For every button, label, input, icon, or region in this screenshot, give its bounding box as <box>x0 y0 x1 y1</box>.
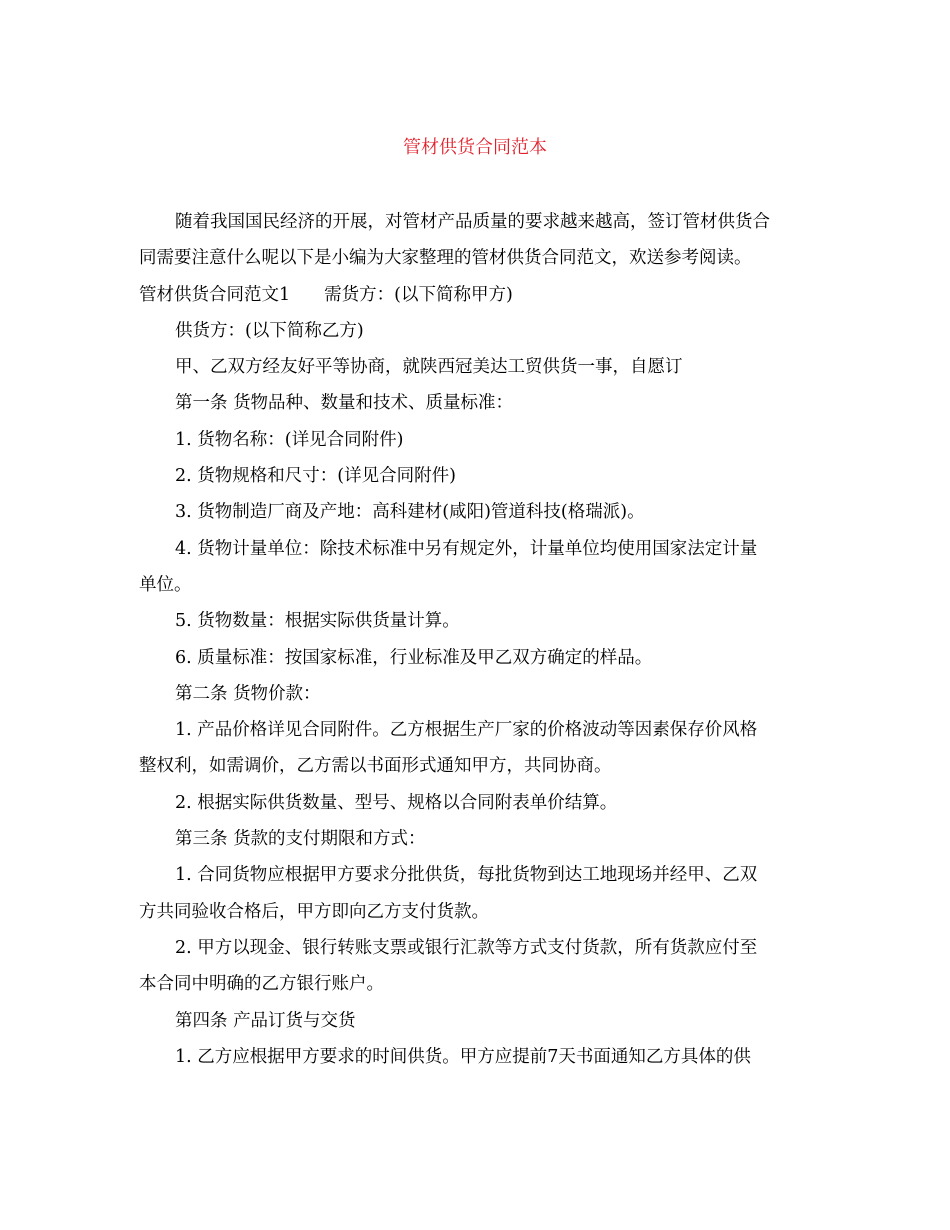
article-2-item-1-cont: 整权利，如需调价，乙方需以书面形式通知甲方，共同协商。 <box>139 756 612 777</box>
sample-heading-line <box>139 277 811 313</box>
buyer-line: 需货方：(以下简称甲方) <box>324 284 513 305</box>
article-3-heading: 第三条 货款的支付期限和方式： <box>175 829 426 850</box>
sample-heading: 管材供货合同范文1 <box>139 284 291 305</box>
article-1-heading: 第一条 货物品种、数量和技术、质量标准： <box>175 393 514 414</box>
article-2-item-1: 1. 产品价格详见合同附件。乙方根据生产厂家的价格波动等因素保存价风格 <box>175 720 758 741</box>
article-1-item-5: 5. 货物数量：根据实际供货量计算。 <box>175 611 460 632</box>
document-body <box>139 204 811 1075</box>
article-1-item-6: 6. 质量标准：按国家标准，行业标准及甲乙双方确定的样品。 <box>175 647 653 668</box>
supplier-line: 供货方：(以下简称乙方) <box>175 320 364 341</box>
article-1-item-4-cont: 单位。 <box>139 574 192 595</box>
article-1-item-1: 1. 货物名称：(详见合同附件) <box>175 429 404 450</box>
article-3-item-1-cont: 方共同验收合格后，甲方即向乙方支付货款。 <box>139 901 489 922</box>
article-3-item-1: 1. 合同货物应根据甲方要求分批供货，每批货物到达工地现场并经甲、乙双 <box>175 865 758 886</box>
article-1-item-3: 3. 货物制造厂商及产地：高科建材(咸阳)管道科技(格瑞派)。 <box>175 502 645 523</box>
article-2-item-2: 2. 根据实际供货数量、型号、规格以合同附表单价结算。 <box>175 792 618 813</box>
document-title: 管材供货合同范本 <box>403 137 547 158</box>
article-4-item-1: 1. 乙方应根据甲方要求的时间供货。甲方应提前7天书面通知乙方具体的供 <box>175 1046 751 1067</box>
article-2-heading: 第二条 货物价款： <box>175 683 321 704</box>
article-1-item-2: 2. 货物规格和尺寸：(详见合同附件) <box>175 466 456 487</box>
article-3-item-2-cont: 本合同中明确的乙方银行账户。 <box>139 974 384 995</box>
intro-paragraph-line-2: 同需要注意什么呢以下是小编为大家整理的管材供货合同范文，欢送参考阅读。 <box>139 248 752 269</box>
article-4-heading: 第四条 产品订货与交货 <box>175 1010 356 1031</box>
preamble-line: 甲、乙双方经友好平等协商，就陕西冠美达工贸供货一事，自愿订 <box>175 357 683 378</box>
article-1-item-4: 4. 货物计量单位：除技术标准中另有规定外，计量单位均使用国家法定计量 <box>175 538 758 559</box>
intro-paragraph-line-1: 随着我国国民经济的开展，对管材产品质量的要求越来越高，签订管材供货合 <box>175 212 770 232</box>
article-3-item-2: 2. 甲方以现金、银行转账支票或银行汇款等方式支付货款，所有货款应付至 <box>175 937 758 958</box>
